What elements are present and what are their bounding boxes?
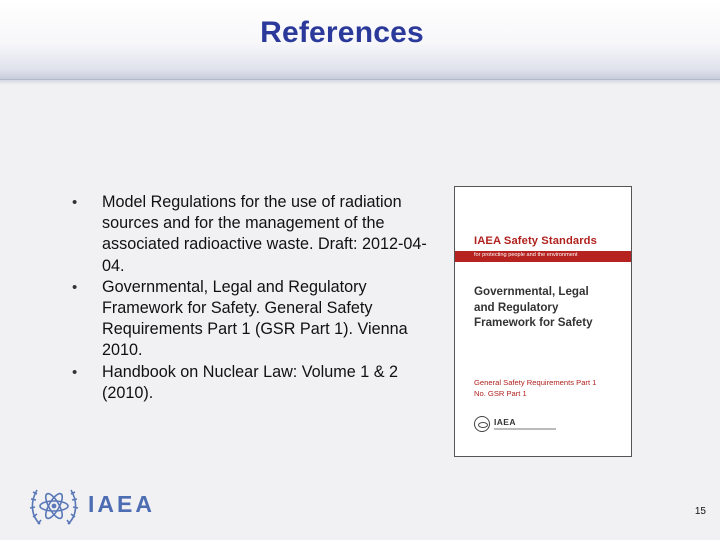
footer-logo-text: IAEA [88, 491, 155, 517]
cover-tagline: for protecting people and the environment [474, 252, 578, 258]
cover-title-line: Governmental, Legal [474, 285, 589, 298]
reference-list [72, 192, 442, 404]
bullet-icon: • [72, 363, 78, 381]
cover-title-line: Framework for Safety [474, 316, 593, 330]
cover-title-line: and Regulatory [474, 300, 559, 314]
cover-title [474, 284, 624, 331]
bullet-icon: • [72, 194, 78, 211]
reference-item [72, 362, 442, 404]
iaea-emblem-icon [28, 480, 80, 532]
page-number: 15 [694, 506, 706, 517]
reference-text: Governmental, Legal and Regulatory Framework for Safety. General Safety Requirements Part 1 (GSR Part 1). Vienna 2010. [102, 277, 408, 360]
slide-title: References [260, 16, 424, 49]
cover-series-title: IAEA Safety Standards [474, 235, 597, 247]
reference-text: Model Regulations for the use of radiation sources and for the management of the associated radioactive waste. Draft: 2012-04-04. [102, 193, 427, 275]
cover-subtitle [474, 378, 596, 400]
cover-tagline-band [455, 251, 631, 262]
bullet-icon: • [72, 278, 78, 296]
reference-item [72, 277, 442, 362]
cover-subtitle-line: General Safety Requirements Part 1 [474, 378, 597, 387]
reference-text: Handbook on Nuclear Law: Volume 1 & 2 (2010). [102, 362, 399, 402]
cover-logo-tagline [494, 428, 556, 430]
reference-item [72, 192, 442, 277]
book-cover-image [454, 186, 632, 457]
cover-logo-text: IAEA [494, 417, 516, 427]
cover-subtitle-line: No. GSR Part 1 [474, 388, 527, 398]
cover-logo [474, 416, 564, 434]
iaea-emblem-icon [474, 416, 490, 432]
